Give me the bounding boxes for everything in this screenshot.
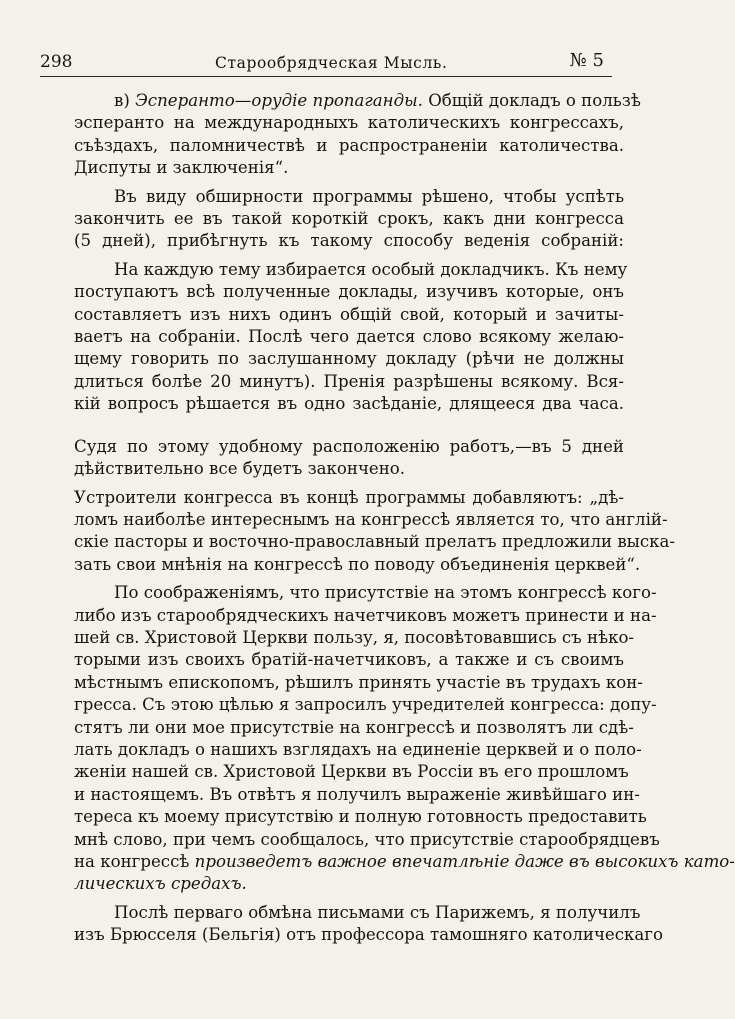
text-line: лать докладъ о нашихъ взглядахъ на единеніе церквей и о поло- — [74, 739, 642, 759]
text-line: эсперанто на международныхъ католическихъ конгрессахъ, — [74, 113, 624, 133]
paragraph-3 — [74, 259, 628, 416]
text-line: съѣздахъ, паломничествѣ и распространеніи католичества. — [74, 135, 624, 155]
text-line: тереса къ моему присутствію и полную готовность предоставить — [74, 807, 647, 827]
text-line: кій вопросъ рѣшается въ одно засѣданіе, длящееся два часа. — [74, 394, 624, 414]
journal-title: Старообрядческая Мысль. — [215, 54, 448, 72]
text-line: на конгрессѣ произведетъ важное впечатлѣніе даже въ высокихъ като- — [74, 852, 735, 871]
text-line: На каждую тему избирается особый докладчикъ. Къ нему — [114, 259, 628, 279]
text-line: Въ виду обширности программы рѣшено, чтобы успѣть — [114, 186, 624, 206]
text-line: (5 дней), прибѣгнуть къ такому способу веденія собраній: — [74, 231, 624, 251]
text-line: ваетъ на собраніи. Послѣ чего дается слово всякому желаю- — [74, 327, 624, 347]
issue-number: № 5 — [569, 50, 604, 71]
text-line: Диспуты и заключенія“. — [74, 158, 289, 178]
body-text — [74, 90, 735, 947]
text-line: мнѣ слово, при чемъ сообщалось, что присутствіе старообрядцевъ — [74, 829, 660, 849]
text-line: Судя по этому удобному расположенію работъ,—въ 5 дней — [74, 436, 624, 456]
paragraph-5 — [74, 487, 676, 577]
text-line: Послѣ перваго обмѣна письмами съ Парижемъ, я получилъ — [114, 902, 641, 922]
text-line: Устроители конгресса въ концѣ программы добавляютъ: „дѣ- — [74, 487, 624, 507]
page-number: 298 — [40, 52, 73, 72]
text-line: мѣстнымъ епископомъ, рѣшилъ принять участіе въ трудахъ кон- — [74, 672, 643, 692]
text-line: гресса. Съ этою цѣлью я запросилъ учредителей конгресса: допу- — [74, 695, 657, 715]
text-line: щему говорить по заслушанному докладу (рѣчи не должны — [74, 349, 624, 369]
text-line: По соображеніямъ, что присутствіе на этомъ конгрессѣ кого- — [114, 583, 657, 603]
paragraph-4 — [74, 436, 624, 481]
paragraph-1 — [74, 90, 641, 180]
text-line: женіи нашей св. Христовой Церкви въ Россіи въ его прошломъ — [74, 762, 629, 782]
text-line: шей св. Христовой Церкви пользу, я, посовѣтовавшись съ нѣко- — [74, 627, 635, 647]
text-line: изъ Брюсселя (Бельгія) отъ профессора тамошняго католическаго — [74, 925, 663, 945]
running-header — [40, 50, 612, 77]
text-line: составляетъ изъ нихъ одинъ общій свой, который и зачиты- — [74, 304, 624, 324]
text-line: зать свои мнѣнія на конгрессѣ по поводу объединенія церквей“. — [74, 554, 641, 574]
text-line: стятъ ли они мое присутствіе на конгрессѣ и позволятъ ли сдѣ- — [74, 717, 634, 737]
text-line: лическихъ средахъ. — [74, 874, 247, 894]
text-line: скіе пасторы и восточно-православный прелатъ предложили выска- — [74, 532, 676, 552]
text-line: длиться болѣе 20 минутъ). Пренія разрѣшены всякому. Вся- — [74, 371, 624, 391]
text-line: ломъ наиболѣе интереснымъ на конгрессѣ является то, что англій- — [74, 509, 668, 529]
paragraph-7 — [74, 902, 663, 947]
text-line: либо изъ старообрядческихъ начетчиковъ можетъ принести и на- — [74, 605, 657, 625]
text-line: закончить ее въ такой короткій срокъ, какъ дни конгресса — [74, 209, 624, 229]
text-line: поступаютъ всѣ полученные доклады, изучивъ которые, онъ — [74, 282, 624, 302]
paragraph-2 — [74, 186, 624, 253]
text-line: дѣйствительно все будетъ закончено. — [74, 459, 406, 479]
text-line: в) Эсперанто—орудіе пропаганды. Общій докладъ о пользѣ — [114, 91, 641, 110]
text-line: торыми изъ своихъ братій-начетчиковъ, а также и съ своимъ — [74, 650, 624, 670]
text-line: и настоящемъ. Въ отвѣтъ я получилъ выраженіе живѣйшаго ин- — [74, 784, 640, 804]
paragraph-6 — [74, 582, 735, 896]
